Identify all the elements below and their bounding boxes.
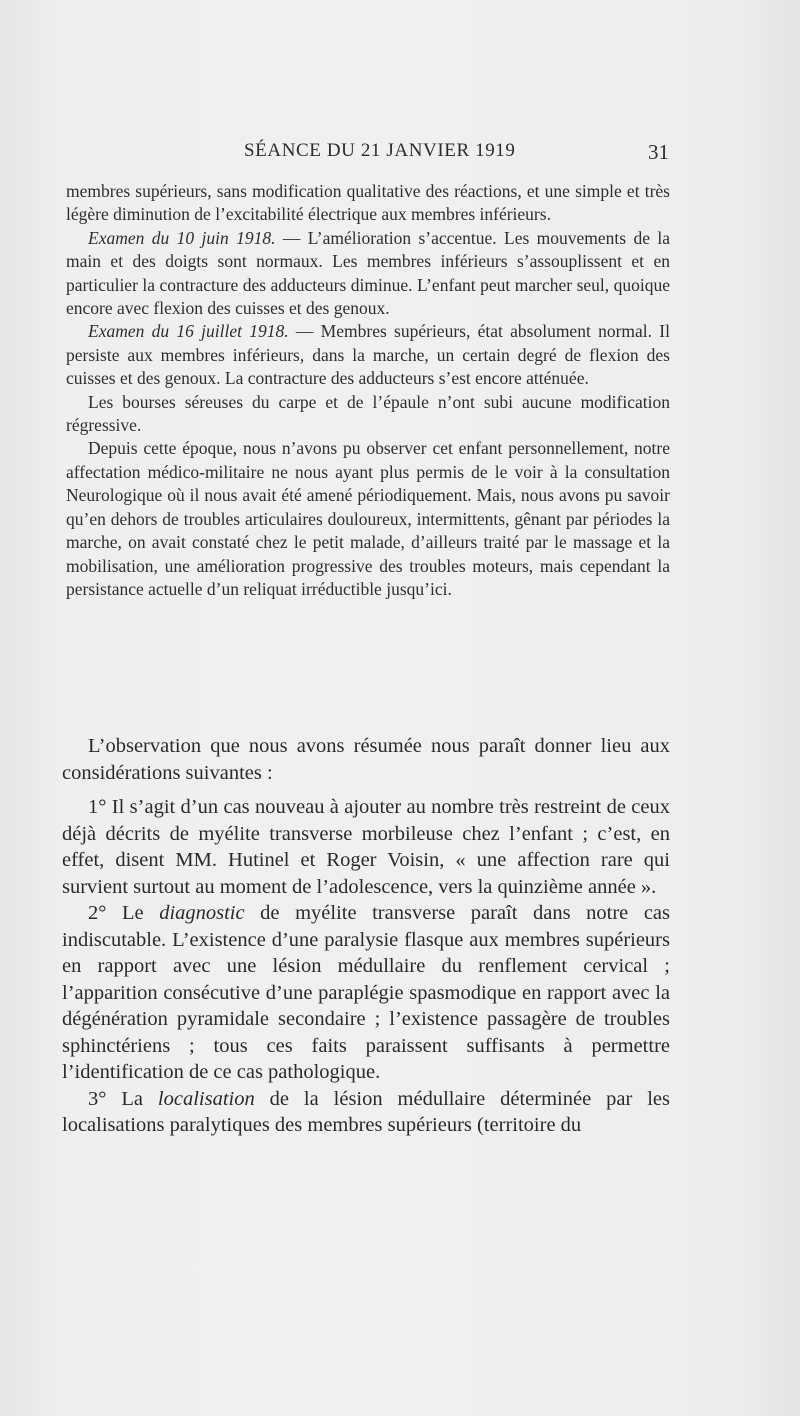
paragraph-text: membres supérieurs, sans modification qualitative des réactions, et une simple et très légère diminution de l’excitabilité électrique aux membres inférieurs.: [66, 181, 670, 225]
running-head: SÉANCE DU 21 JANVIER 1919: [244, 140, 516, 161]
page-number: 31: [648, 140, 669, 164]
page-header: [0, 140, 800, 170]
item-term-localisation: localisation: [157, 1087, 255, 1110]
paragraph-text: — L’amélioration s’accentue. Les mouvements de la main et des doigts sont normaux. Les membres inférieurs s’assouplissent et en particulier la contracture des adducteurs diminue. L’enfant peut marcher seul, quoique encore avec flexion des cuisses et des genoux.: [66, 227, 670, 319]
paragraph-item-1: [62, 794, 670, 900]
item-prefix: 3° La: [88, 1087, 158, 1110]
paragraph-exam-june: [66, 227, 670, 321]
paragraph-text: L’observation que nous avons résumée nous paraît donner lieu aux considérations suivantes :: [62, 735, 670, 784]
item-term-diagnostic: diagnostic: [159, 902, 245, 924]
paragraph-text: de myélite transverse paraît dans notre cas indiscutable. L’existence d’une paralysie flasque aux membres supérieurs en rapport avec une lésion médullaire du renflement cervical ; l’apparition consécutive d’une paraplégie spasmodique en rapport avec la dégénération pyramidale secondaire ; l’existence passagère de troubles sphinctériens ; tous ces faits paraissent suffisants à permettre l’identification de ce cas pathologique.: [62, 902, 670, 1083]
paragraph-exam-july: [66, 320, 670, 390]
paragraph-text: 1° Il s’agit d’un cas nouveau à ajouter au nombre très restreint de ceux déjà décrits de myélite transverse morbileuse chez l’enfant ; c’est, en effet, disent MM. Hutinel et Roger Voisin, « une affection rare qui survient surtout au moment de l’adolescence, vers la quinzième année ».: [62, 796, 670, 898]
exam-date-june: Examen du 10 juin 1918.: [88, 227, 276, 248]
paragraph-text: Les bourses séreuses du carpe et de l’épaule n’ont subi aucune modification régressive.: [66, 391, 670, 436]
paragraph-text: de la lésion médullaire déterminée par les localisations paralytiques des membres supérieurs (territoire du: [62, 1087, 670, 1136]
case-notes-block: [66, 180, 670, 601]
paragraph-text: — Membres supérieurs, état absolument normal. Il persiste aux membres inférieurs, dans la marche, un certain degré de flexion des cuisses et des genoux. La contracture des adducteurs s’est encore atténuée.: [66, 321, 670, 389]
paragraph-lead: [62, 733, 670, 786]
item-prefix: 2° Le: [88, 902, 160, 924]
paragraph-continuation: [66, 180, 670, 227]
exam-date-july: Examen du 16 juillet 1918.: [88, 321, 289, 342]
paragraph-item-2: [62, 900, 670, 1086]
paragraph-depuis: [66, 437, 670, 601]
paragraph-item-3: [62, 1086, 670, 1139]
discussion-block: [62, 733, 670, 1139]
paragraph-bourses: [66, 391, 670, 438]
paragraph-text: Depuis cette époque, nous n’avons pu observer cet enfant personnellement, notre affectation médico-militaire ne nous ayant plus permis de le voir à la consultation Neurologique où il nous avait été amené périodiquement. Mais, nous avons pu savoir qu’en dehors de troubles articulaires douloureux, intermittents, gênant par périodes la marche, on avait constaté chez le petit malade, d’ailleurs traité par le massage et la mobilisation, une amélioration progressive des troubles moteurs, mais cependant la persistance actuelle d’un reliquat irréductible jusqu’ici.: [66, 438, 670, 599]
